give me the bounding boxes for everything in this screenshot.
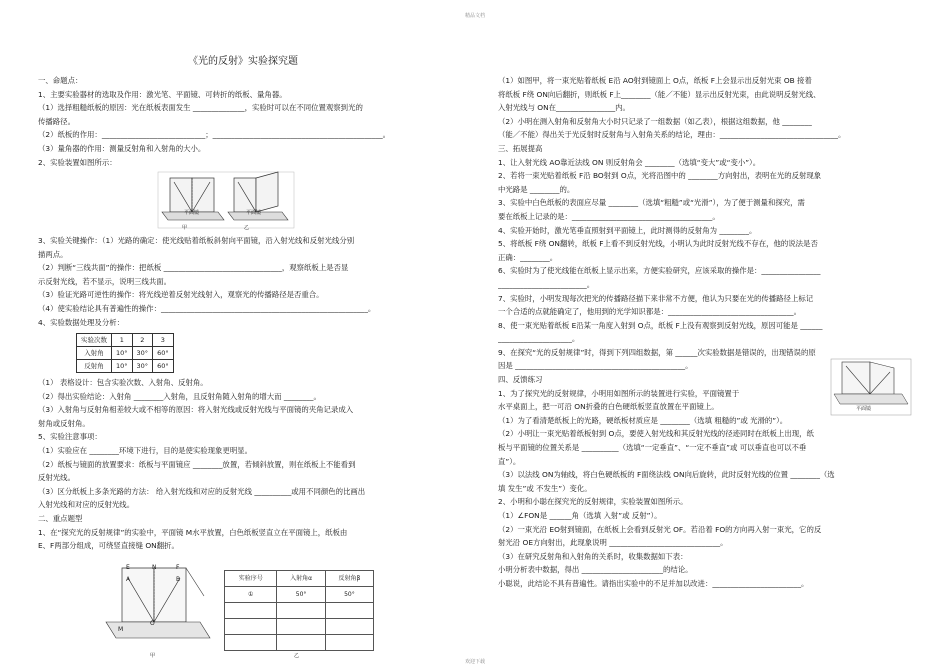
text-line: （4）使实验结论具有普遍性的操作：________________________________________________________。 [38,303,376,313]
table-row [225,587,374,603]
text-line: 3、实验中白色纸板的表面应尽量 ________（选填“粗糙”或“光滑”），为了便于测量和探究，需 [498,198,805,208]
table-cell: 30° [132,360,153,373]
text-line: 一个合适的点就能确定了，他用到的光学知识都是：__________________________________。 [498,307,802,317]
text-line: 6、实验时为了使光线能在纸板上显示出来，方便实验研究，应该采取的操作是：________________ [498,266,821,276]
figure-caption-jia: 甲 [150,653,156,659]
table-cell: 30° [132,347,153,360]
text-line: 8、使一束光贴着纸板 E沿某一角度入射到 O点，纸板 F上没有观察到反射光线，原因可能是 ______ [498,320,823,330]
table-cell: 50° [277,587,325,603]
left-column-block-1 [38,74,448,169]
text-line: （1）如图甲，将一束光贴着纸板 E沿 AO射到镜面上 O点，纸板 F上会显示出反射光束 OB 接着 [498,76,812,85]
record-table [224,570,374,651]
text-line: 正确：________。 [498,252,558,262]
text-line: 直”）。 [498,456,521,466]
page-footer: 欢迎下载 [464,659,485,665]
text-line: （3）验证光路可逆性的操作：将光线逆着反射光线射入，观察光的传播路径是否重合。 [38,290,324,300]
table-cell: 3 [153,334,174,347]
point-label-n: N [152,564,157,571]
text-line: 二、重点题型 [38,513,83,523]
text-line: 示反射光线，若不显示，说明三线共面。 [38,276,172,286]
text-line: 2、实验装置如图所示： [38,157,117,167]
table-cell: 10° [112,347,133,360]
text-line: （能／不能）得出关于光反射时反射角与入射角关系的结论，理由：________________________________。 [498,130,846,140]
text-line: 传播路径。 [38,116,75,126]
figure-caption-yi: 乙 [244,225,250,231]
text-line: 三、拓展提高 [498,143,543,153]
table-row [225,571,374,587]
text-line: 描两点。 [38,249,68,259]
text-line: （3）以法线 ON为轴线，将白色硬纸板的 F面绕法线 ON向后旋转，此时反射光线的位置 ________（选 [498,470,835,480]
table-cell [325,603,373,619]
text-line: 入射光线与 ON在________________内。 [498,103,630,113]
table-cell [225,635,277,651]
point-label-f: F [176,564,180,571]
text-line: 填 发生”或 不发生”）变化。 [498,483,592,493]
text-line: 小聪说，此结论不具有普遍性。请指出实验中的不足并加以改进：________________________。 [498,578,809,588]
table-row [225,619,374,635]
text-line: 1、主要实验器材的选取及作用：激光笔、平面镜、可转折的纸板、量角器。 [38,89,287,99]
text-line: （3）区分纸板上多条光路的方法： 给入射光线和对应的反射光线 __________或用不同颜色的比画出 [38,486,366,496]
text-line: 9、在探究“光的反射规律”时，得到下列四组数据，第 ______次实验数据是错误的，出现错误的原 [498,347,816,357]
table-cell: 入射角α [277,571,325,587]
table-cell: 60° [153,360,174,373]
text-line: （3）量角器的作用：测量反射角和入射角的大小。 [38,143,206,153]
text-line: 2、小明和小聪在探究光的反射规律，实验装置如图所示。 [498,497,688,507]
text-line: 四、反馈练习 [498,375,543,385]
table-cell: 60° [153,347,174,360]
text-line: 1、为了探究光的反射规律，小明用如图所示的装置进行实验，平面镜置于 [498,388,740,398]
document-title: 《光的反射》实验探究题 [188,56,298,67]
text-line: （1）实验应在 ________环境下进行，目的是使实验现象更明显。 [38,445,252,455]
table-cell [277,619,325,635]
text-line: ____________________。 [498,334,580,344]
text-line: 水平桌面上，把一可沿 ON折叠的白色硬纸板竖直放置在平面镜上。 [498,402,719,412]
text-line: 小明分析表中数据，得出 ______________________的结论。 [498,565,693,575]
text-line: （2）纸板与镜面的放置要求：纸板与平面镜应 ________放置，若倾斜放置，则在纸板上不能看到 [38,459,356,469]
mirror-label: 平面镜 [856,406,872,412]
table-cell [325,635,373,651]
table-cell [325,619,373,635]
table-cell [277,635,325,651]
table-row [225,635,374,651]
point-label-m: M [118,626,124,633]
text-line: 板与平面镜的位置关系是 __________（选填“一定垂直”、“一定不垂直”或 可以垂直也可以不垂 [498,443,807,453]
table-cell [225,619,277,635]
text-line: 5、将纸板 F绕 ON翻转，纸板 F上看不到反射光线，小明认为此时反射光线不存在，他的说法是否 [498,239,818,249]
text-line: 射光沿 OE方向射出，此现象说明 ______________________________。 [498,538,728,548]
text-line: ________________________。 [498,279,595,289]
text-line: （2）判断“三线共面”的操作：把纸板 ________________________________，观察纸板上是否显 [38,263,349,273]
text-line: （1）为了看清楚纸板上的光路，硬纸板材质应是 ________（选填 粗糙的”或 光滑的”）。 [498,415,788,425]
table-row [77,360,174,373]
point-label-o: O [150,620,155,627]
table-cell: 反射角 [77,360,112,373]
text-line: 7、实验时，小明发现每次把光的传播路径描下来非常不方便，他认为只要在光的传播路径上标记 [498,293,814,303]
text-line: （2）得出实验结论：入射角 ________入射角，且反射角随入射角的增大而 ________。 [38,391,321,401]
table-cell: 实验次数 [77,334,112,347]
board-figure [102,566,212,652]
table-cell: 50° [325,587,373,603]
table-cell: 10° [112,360,133,373]
text-line: 2、若将一束光贴着纸板 F沿 BO射到 O点，光将沿图中的 ________方向射出，表明在光的反射现象 [498,171,822,181]
figure-caption-jia: 甲 [182,225,188,231]
table-cell: 1 [112,334,133,347]
page-header: 精品文档 [464,13,485,19]
text-line: 3、实验关键操作：（1）光路的确定：使光线贴着纸板斜射向平面镜，沿入射光线和反射光线分别 [38,236,355,245]
mirror-label: 平面镜 [184,210,200,216]
mirror-label: 平面镜 [246,210,262,216]
text-line: 4、实验开始时，激光笔垂直照射到平面镜上，此时测得的反射角为 ________。 [498,225,757,235]
text-line: 4、实验数据处理及分析： [38,317,125,327]
text-line: （2）小明在测入射角和反射角大小时只记录了一组数据（如乙表），根据这组数据，他 ________ [498,116,812,126]
table-cell: 入射角 [77,347,112,360]
text-line: 反射光线。 [38,473,75,483]
figure-caption-yi: 乙 [294,653,300,659]
text-line: 1、在“探究光的反射规律”的实验中，平面镜 M水平放置，白色纸板竖直立在平面镜上，纸板由 [38,527,348,537]
text-line: 1、让入射光线 AO靠近法线 ON 则反射角会 ________（选填“变大”或“变小”）。 [498,157,761,167]
text-line: （1）∠FON是 ______角（选填 入射”或 反射”）。 [498,511,662,520]
point-label-e: E [126,564,130,571]
left-column-block-2 [38,234,448,329]
table-cell [277,603,325,619]
left-column-block-3 [38,376,448,553]
text-line: （1）选择粗糙纸板的原因：光在纸板表面发生 ______________，实验时可以在不同位置观察到光的 [38,103,363,113]
text-line: 因是 ______________________________________________。 [498,361,693,371]
table-cell: ① [225,587,277,603]
text-line: 入射光线和对应的反射光线。 [38,500,135,510]
right-column-block [498,74,918,591]
text-line: 中光路是 ________的。 [498,184,575,194]
text-line: （2）小明让一束光贴着纸板射到 O点，要使入射光线和其反射光线的径迹同时在纸板上出现，纸 [498,429,814,439]
apparatus-figure [156,170,296,232]
table-row [225,603,374,619]
text-line: （1） 表格设计：包含实验次数、入射角、反射角。 [38,378,208,387]
table-cell: 2 [132,334,153,347]
text-line: （2）一束光沿 EO射到镜面，在纸板上会看到反射光 OF。若沿着 FO的方向再入射一束光，它的反 [498,524,822,534]
data-table [76,333,174,373]
text-line: （3）入射角与反射角相差较大或不相等的原因：将入射光线或反射光线与平面镜的夹角记录成入 [38,405,354,415]
text-line: 一、命题点： [38,76,83,85]
text-line: 要在纸板上记录的是：______________________________________。 [498,211,720,221]
table-cell: 实验序号 [225,571,277,587]
text-line: 将纸板 F绕 ON向后翻折，则纸板 F上________（能／不能）显示出反射光束，由此说明反射光线、 [498,89,821,99]
text-line: 5、实验注意事项： [38,432,102,442]
text-line: 射角或反射角。 [38,418,90,428]
text-line: （2）纸板的作用：____________________________；______________________________________________。 [38,130,391,140]
text-line: E、F两部分组成，可绕竖直接缝 ON翻折。 [38,541,179,551]
point-label-a: A [126,576,131,583]
table-row [77,334,174,347]
table-cell [225,603,277,619]
table-cell: 反射角β [325,571,373,587]
text-line: （3）在研究反射角和入射角的关系时，收集数据如下表： [498,551,688,561]
table-row [77,347,174,360]
point-label-b: B [176,576,181,583]
